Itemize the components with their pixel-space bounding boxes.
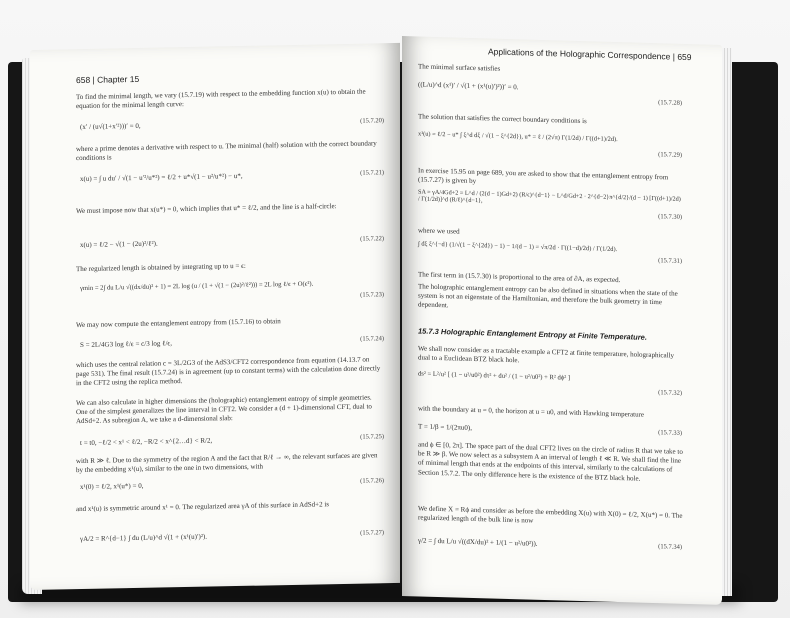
- left-equation-15-7-21: [80, 169, 384, 183]
- right-paragraph-10: We define X = Rϕ and consider as before the embedding X(u) with X(0) = ℓ/2, X(u*) = 0. The regularized length of the bulk line is now: [418, 504, 683, 525]
- equation-number: (15.7.23): [360, 291, 384, 299]
- equation-text: γA/2 = R^{d−1} ∫ du (L/u)^d √(1 + (x¹(u)′)²).: [80, 532, 208, 544]
- left-equation-15-7-22: [80, 235, 384, 249]
- left-paragraph-7: We can also calculate in higher dimensions the (holographic) entanglement entropy of simple geometries. One of the simplest generalizes the line interval in CFT2. We consider a (d + 1)-dimensional CFT, dual to AdSd+2. As subregion A, we take a d-dimensional slab:: [76, 393, 372, 426]
- right-page: [402, 36, 722, 605]
- equation-number: (15.7.34): [658, 543, 682, 551]
- left-equation-15-7-27: [80, 529, 384, 543]
- equation-text: x(u) = ℓ/2 − √(1 − (2u)²/ℓ²).: [80, 239, 158, 250]
- equation-number: (15.7.30): [658, 213, 682, 221]
- right-paragraph-2: The solution that satisfies the correct boundary conditions is: [418, 112, 587, 126]
- equation-text: (x′ / (u√(1+x′²)))′ = 0,: [80, 121, 141, 132]
- equation-number: (15.7.32): [658, 389, 682, 397]
- equation-text: x¹(0) = ℓ/2, x¹(u*) = 0,: [80, 481, 144, 492]
- equation-number: (15.7.20): [360, 117, 384, 125]
- equation-number: (15.7.21): [360, 169, 384, 177]
- right-equation-15-7-33: [418, 422, 682, 437]
- left-page-header: 658 | Chapter 15: [76, 73, 140, 86]
- right-paragraph-5: The first term in (15.7.30) is proportional to the area of ∂A, as expected.: [418, 270, 621, 285]
- left-paragraph-9: and x¹(u) is symmetric around x¹ = 0. The regularized area γA of this surface in AdSd+2 is: [76, 500, 329, 514]
- equation-number: (15.7.22): [360, 235, 384, 243]
- equation-text: ∫ dξ ξ^{−d} (1/√(1 − ξ^{2d}) − 1) − 1/(d − 1) = √π/2d · Γ((1−d)/2d) / Γ(1/2d).: [418, 240, 618, 254]
- left-equation-15-7-20: [80, 117, 384, 131]
- right-paragraph-3: In exercise 15.95 on page 689, you are asked to show that the entanglement entropy from (15.7.27) is given by: [418, 166, 669, 186]
- left-page: [30, 43, 400, 590]
- equation-number: (15.7.33): [658, 429, 682, 437]
- right-equation-15-7-30: [418, 188, 682, 221]
- equation-text: γmin = 2∫ du L/u √((dx/du)² + 1) = 2L log (u / (1 + √(1 − (2u)²/ℓ²))) = 2L log ℓ/ϵ + O(ϵ²).: [80, 280, 314, 293]
- right-paragraph-6: The holographic entanglement entropy can be also defined in situations when the state of the system is not an eigenstate of the Hamiltonian, and therefore the bulk geometry in time dependent.: [418, 282, 678, 310]
- right-page-header: Applications of the Holographic Correspondence | 659: [488, 46, 692, 63]
- left-paragraph-8: with R ≫ ℓ. Due to the symmetry of the region A and the fact that R/ℓ → ∞, the relevant surfaces are given by the embedding x¹(u), similar to the one in two dimensions, with: [76, 451, 378, 475]
- right-paragraph-9: and ϕ ∈ [0, 2π]. The space part of the dual CFT2 lives on the circle of radius R that we take to be R ≫ β. We now select as a subsystem A an interval of length ℓ ≪ R. We shall find the line of minimal length that ends at the endpoints of this interval, similarly to the calculations of Section 15.7.2. The only difference here is the existence of the BTZ black hole.: [418, 440, 683, 483]
- equation-text: x¹(u) = ℓ/2 − u* ∫ ξ^d dξ / √(1 − ξ^{2d}), u* = ℓ / (2√π) Γ(1/2d) / Γ((d+1)/2d).: [418, 130, 618, 144]
- equation-number: (15.7.26): [360, 477, 384, 485]
- equation-number: (15.7.25): [360, 433, 384, 441]
- right-paragraph-8: with the boundary at u = 0, the horizon at u = u0, and with Hawking temperature: [418, 404, 645, 419]
- left-paragraph-5: We may now compute the entanglement entropy from (15.7.16) to obtain: [76, 317, 281, 330]
- equation-text: ds² = L²/u² [ (1 − u²/u0²) dτ² + du² / (1 − u²/u0²) + R² dϕ² ]: [418, 370, 571, 382]
- left-paragraph-1: To find the minimal length, we vary (15.7.19) with respect to the embedding function x(u) to obtain the equation for the minimal length curve:: [76, 87, 366, 111]
- right-equation-15-7-34: [418, 536, 682, 551]
- left-equation-15-7-24: [80, 335, 384, 349]
- left-equation-15-7-26: [80, 477, 384, 491]
- left-equation-15-7-25: [80, 433, 384, 447]
- left-paragraph-6: which uses the central relation c = 3L/2G3 of the AdS3/CFT2 correspondence from equation (14.13.7 on page 531). The final result (15.7.24) is in agreement (up to constant terms) with the calculation done directly in the CFT2 using the replica method.: [76, 355, 381, 388]
- equation-text: t = t0, −ℓ/2 < x¹ < ℓ/2, −R/2 < x^{2…d} < R/2,: [80, 436, 213, 448]
- equation-text: S = 2L/4G3 log ℓ/ϵ = c/3 log ℓ/ϵ,: [80, 339, 173, 350]
- equation-text: T = 1/β = 1/(2πu0),: [418, 422, 472, 432]
- right-equation-15-7-29: [418, 130, 682, 159]
- equation-number: (15.7.27): [360, 529, 384, 537]
- equation-text: ((L/u)^d (x¹)′ / √(1 + (x¹(u)′)²))′ = 0.: [418, 80, 519, 92]
- equation-number: (15.7.24): [360, 335, 384, 343]
- left-paragraph-2: where a prime denotes a derivative with respect to u. The minimal (half) solution with the correct boundary conditions is: [76, 139, 377, 163]
- equation-text: x(u) = ∫ u du′ / √(1 − u′²/u*²) = ℓ/2 + u*√(1 − u²/u*²) − u*,: [80, 171, 243, 184]
- equation-number: (15.7.29): [658, 151, 682, 159]
- left-equation-15-7-23: [80, 279, 384, 299]
- equation-number: (15.7.28): [658, 99, 682, 107]
- equation-number: (15.7.31): [658, 257, 682, 265]
- equation-text: γ/2 = ∫ du L/u √((dX/du)² + 1/(1 − u²/u0²)).: [418, 536, 538, 548]
- left-paragraph-4: The regularized length is obtained by integrating up to u = ϵ:: [76, 261, 246, 274]
- right-equation-15-7-31: [418, 240, 682, 265]
- left-paragraph-3: We must impose now that x(u*) = 0, which implies that u* = ℓ/2, and the line is a half-circle:: [76, 202, 337, 216]
- right-paragraph-1: The minimal surface satisfies: [418, 62, 501, 73]
- section-heading: 15.7.3 Holographic Entanglement Entropy at Finite Temperature.: [418, 326, 647, 342]
- right-equation-15-7-32: [418, 370, 682, 397]
- right-equation-15-7-28: [418, 80, 682, 107]
- right-paragraph-4: where we used: [418, 226, 460, 236]
- equation-text: SA = γA/4Gd+2 = L^d / (2(d − 1)Gd+2) (R/ϵ)^{d−1} − L^d/Gd+2 · 2^{d−2}π^{d/2}/(d − 1) [Γ((d+1)/2d) / Γ(1/2d)]^d (R/ℓ)^{d−1},: [418, 188, 681, 205]
- right-paragraph-7: We shall now consider as a tractable example a CFT2 at finite temperature, holographically dual to a Euclidean BTZ black hole.: [418, 344, 675, 365]
